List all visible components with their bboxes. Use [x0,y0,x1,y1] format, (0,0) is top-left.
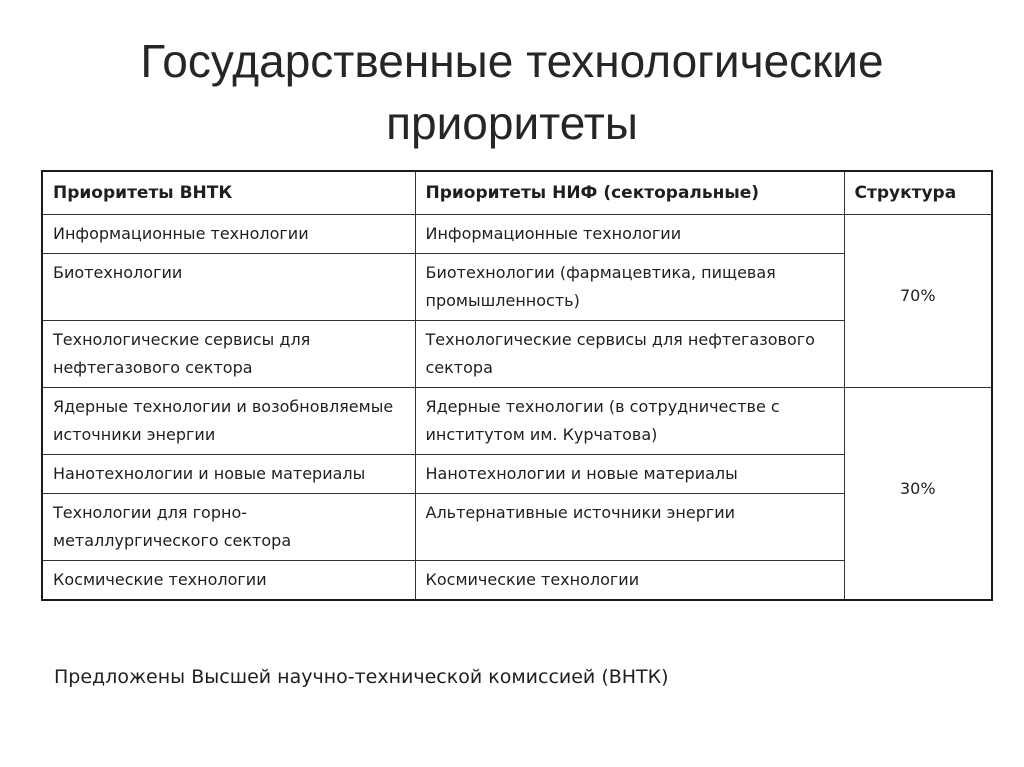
priorities-table [41,170,993,601]
cell-vntk: Технологические сервисы для нефтегазового сектора [42,321,415,388]
header-nif: Приоритеты НИФ (секторальные) [415,171,844,215]
cell-vntk: Информационные технологии [42,215,415,254]
cell-vntk: Технологии для горно-металлургического сектора [42,494,415,561]
cell-structure-30: 30% [844,388,992,601]
title-line-2: приоритеты [386,97,638,149]
cell-nif: Нанотехнологии и новые материалы [415,455,844,494]
header-vntk: Приоритеты ВНТК [42,171,415,215]
cell-vntk: Космические технологии [42,561,415,601]
table-row [42,388,992,455]
cell-nif: Технологические сервисы для нефтегазового сектора [415,321,844,388]
cell-vntk: Биотехнологии [42,254,415,321]
table-row [42,215,992,254]
cell-structure-70: 70% [844,215,992,388]
footnote: Предложены Высшей научно-технической комиссией (ВНТК) [54,666,669,688]
cell-nif: Ядерные технологии (в сотрудничестве с институтом им. Курчатова) [415,388,844,455]
title-line-1: Государственные технологические [140,35,884,87]
cell-nif: Информационные технологии [415,215,844,254]
table-header-row [42,171,992,215]
header-structure: Структура [844,171,992,215]
cell-vntk: Ядерные технологии и возобновляемые источники энергии [42,388,415,455]
cell-nif: Биотехнологии (фармацевтика, пищевая промышленность) [415,254,844,321]
cell-nif: Космические технологии [415,561,844,601]
slide-title [0,30,1024,154]
cell-vntk: Нанотехнологии и новые материалы [42,455,415,494]
cell-nif: Альтернативные источники энергии [415,494,844,561]
